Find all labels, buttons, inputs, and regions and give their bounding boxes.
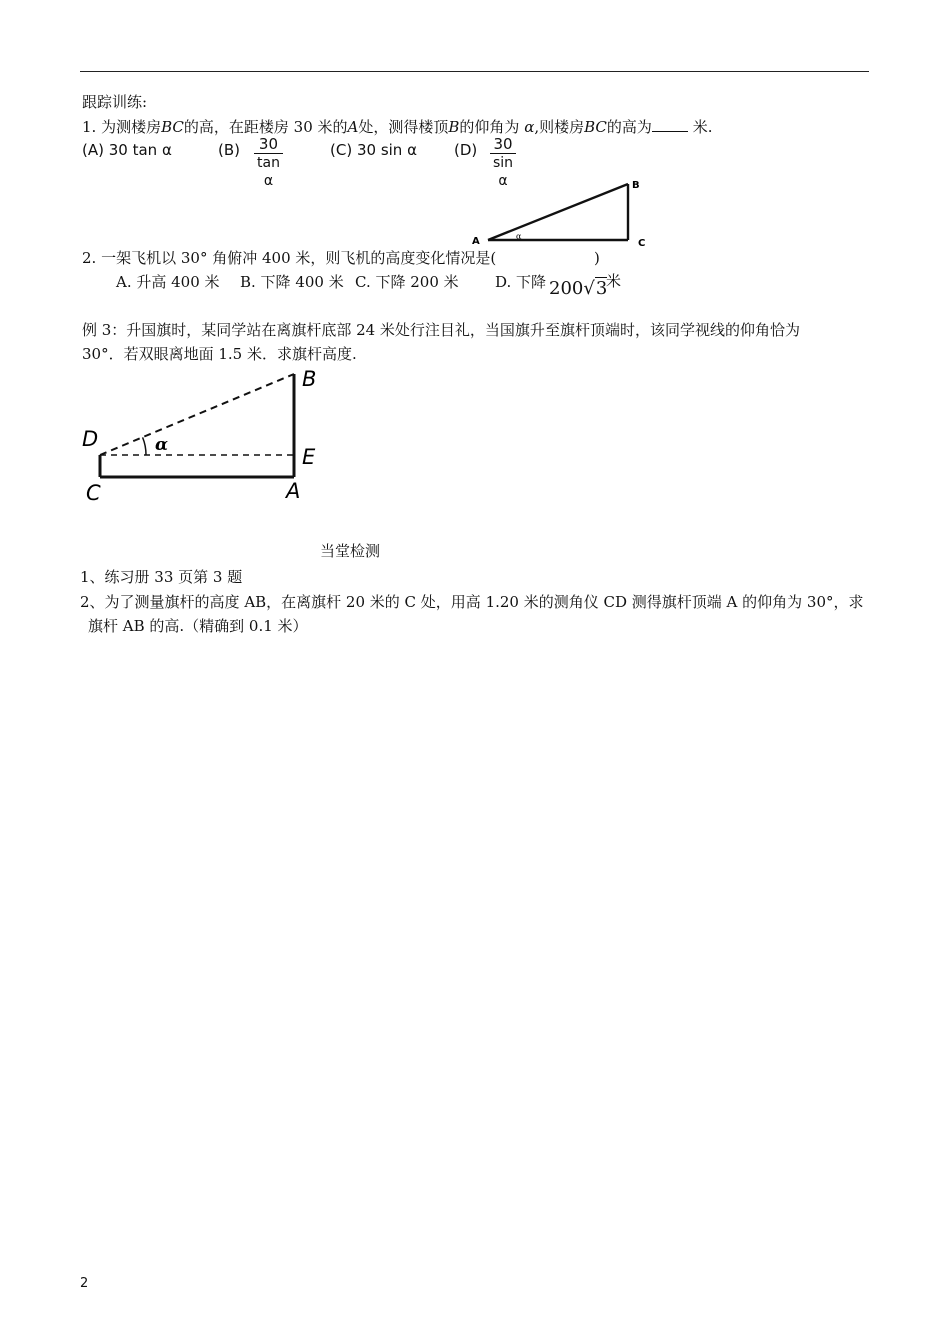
q1-figure-label-a: A — [472, 236, 480, 247]
q1-text-f: 的高为 — [606, 118, 652, 136]
q1-option-d-numerator: 30 — [490, 135, 516, 154]
ex3-figure-label-b: B — [302, 367, 317, 391]
ex3-figure-label-a: A — [286, 479, 301, 503]
q1-figure-hypotenuse — [488, 184, 628, 240]
q1-answer-blank — [652, 117, 688, 132]
q1-point-a: A — [347, 118, 359, 136]
q2-number: 2. — [82, 249, 97, 267]
q1-text-a: 为测楼房 — [101, 118, 162, 136]
example-3-line-1: 例 3：升国旗时，某同学站在离旗杆底部 24 米处行注目礼，当国旗升至旗杆顶端时，该同学视线的仰角恰为 — [82, 321, 800, 339]
q1-option-b-label: (B) — [218, 141, 240, 159]
q2-option-b: B. 下降 400 米 — [240, 273, 344, 291]
q1-figure-label-alpha: α — [516, 232, 522, 241]
q1-option-b-numerator: 30 — [254, 135, 283, 154]
q2-option-d-radicand: 3 — [595, 278, 608, 299]
q1-option-c — [330, 141, 417, 159]
q2-close-paren: ) — [594, 249, 600, 267]
ex3-figure-label-d: D — [82, 427, 99, 451]
q1-option-a-label: (A) — [82, 141, 104, 159]
q2-option-d-coefficient: 200 — [549, 278, 584, 299]
ex3-figure-angle-arc — [143, 437, 146, 455]
header-rule — [80, 71, 869, 72]
ex3-figure-label-e: E — [302, 445, 316, 469]
q2-text: 一架飞机以 30° 角俯冲 400 米，则飞机的高度变化情况是( — [101, 249, 497, 267]
q1-text-e: ,则楼房 — [534, 118, 585, 136]
q2-option-a: A. 升高 400 米 — [116, 273, 220, 291]
check-title: 当堂检测 — [320, 542, 381, 560]
q1-option-c-expr: 30 sin α — [356, 141, 417, 159]
check-item-1: 1、练习册 33 页第 3 题 — [80, 568, 243, 586]
page-number: 2 — [80, 1276, 89, 1291]
q1-bc-2: BC — [584, 118, 607, 136]
q1-option-c-label: (C) — [330, 141, 353, 159]
q1-text-g: 米. — [692, 118, 713, 136]
q1-number: 1. — [82, 118, 97, 136]
q1-option-b-denominator: tan α — [257, 155, 280, 189]
q1-option-a — [82, 141, 172, 159]
ex3-figure-sightline — [100, 374, 294, 455]
q1-alpha: α — [524, 118, 535, 136]
ex3-figure-label-c: C — [86, 481, 101, 505]
q1-figure-label-c: C — [638, 238, 646, 249]
question-1 — [82, 117, 712, 137]
section-title: 跟踪训练: — [82, 93, 148, 111]
question-2 — [82, 248, 496, 268]
ex3-figure-label-alpha: α — [155, 435, 169, 455]
q1-text-d: 的仰角为 — [459, 118, 520, 136]
q2-option-c: C. 下降 200 米 — [355, 273, 459, 291]
q1-point-b: B — [448, 118, 460, 136]
example-3-line-2: 30°．若双眼离地面 1.5 米．求旗杆高度. — [82, 345, 357, 363]
example-3-flagpole-figure — [78, 360, 338, 510]
q2-option-d-prefix: D. 下降 — [495, 273, 547, 291]
q2-option-d-value: 200√3 — [549, 278, 608, 299]
q1-option-a-expr: 30 tan α — [108, 141, 172, 159]
q1-triangle-figure — [466, 176, 676, 248]
q1-option-b-fraction — [254, 135, 283, 190]
q1-option-d-denominator: sin α — [493, 155, 514, 189]
q1-bc-1: BC — [161, 118, 184, 136]
q1-figure-label-b: B — [632, 180, 640, 191]
check-item-2-line-2: 旗杆 AB 的高.（精确到 0.1 米） — [88, 617, 308, 635]
q1-text-c: 处，测得楼顶 — [358, 118, 449, 136]
q1-text-b: 的高，在距楼房 30 米的 — [183, 118, 348, 136]
q1-option-d-label: (D) — [454, 141, 478, 159]
q2-option-d-unit: 米 — [606, 272, 622, 290]
check-item-2-line-1: 2、为了测量旗杆的高度 AB，在离旗杆 20 米的 C 处，用高 1.20 米的测角仪 CD 测得旗杆顶端 A 的仰角为 30°，求 — [80, 593, 864, 611]
